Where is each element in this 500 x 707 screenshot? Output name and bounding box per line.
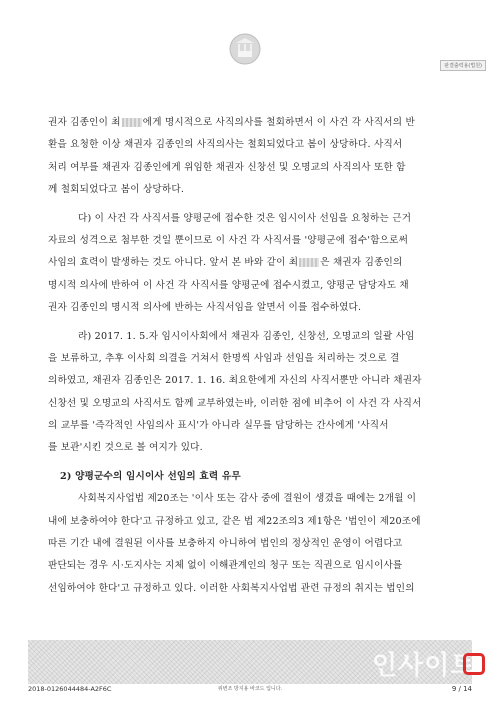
page-number: 9 / 14	[451, 685, 472, 693]
body-line: 자료의 성격으로 첨부한 것일 뿐이므로 이 사건 각 사직서를 '양평군에 접수'함으로써	[48, 234, 409, 246]
body-line: 의 교부를 '즉각적인 사임의사 표시'가 아니라 실무를 담당하는 간사에게 '사직서	[48, 420, 389, 432]
body-line: 을 보류하고, 추후 이사회 의결을 거쳐서 한명씩 사임과 선임을 처리하는 것으로 결	[48, 352, 400, 364]
barcode-note: 위변조 방지용 바코드 입니다.	[217, 686, 283, 692]
print-stamp: 판결출력용(법원)	[440, 60, 486, 71]
body-line: 권자 김종인의 명시적 의사에 반하는 사직서임을 알면서 이를 접수하였다.	[48, 302, 362, 314]
body-line: 환을 요청한 이상 채권자 김종인의 사직의사는 철회되었다고 봄이 상당하다. 사직서	[48, 139, 403, 151]
redaction	[122, 118, 142, 127]
watermark-text: 인사이트	[372, 651, 477, 681]
redaction	[299, 258, 319, 267]
page-footer	[28, 685, 472, 697]
watermark-logo-icon	[463, 653, 485, 675]
body-line: 따른 기간 내에 결원된 이사를 보충하지 아니하여 법인의 정상적인 운영이 어렵다고	[48, 538, 403, 550]
body-line: 를 보관'시킨 것으로 볼 여지가 있다.	[48, 442, 203, 454]
document-body	[48, 112, 452, 600]
text-segment: 에게 명시적으로 사직의사를 철회하면서 이 사건 각 사직서의 반	[142, 117, 415, 128]
body-line: 선임하여야 한다'고 규정하고 있다. 이러한 사회복지사업법 관련 규정의 취지는 법인의	[48, 582, 415, 594]
body-line	[48, 112, 452, 134]
body-line: 내에 보충하여야 한다'고 규정하고 있고, 같은 법 제22조의3 제1항은 '법인이 제20조에	[48, 515, 421, 527]
text-segment: 사임의 효력이 발생하는 것도 아니다. 앞서 본 바와 같이 최	[48, 257, 299, 269]
body-line: 처리 여부를 채권자 김종인에게 위임한 채권자 신창선 및 오명교의 사직의사 또한 함	[48, 161, 406, 173]
body-line: 사회복지사업법 제20조는 '이사 또는 감사 중에 결원이 생겼을 때에는 2개월 이	[78, 493, 417, 505]
body-line: 명시적 의사에 반하여 이 사건 각 사직서를 양평군에 접수시켰고, 양평군 담당자도 채	[48, 279, 409, 291]
text-segment: 권자 김종인이 최	[48, 117, 121, 128]
body-line: 의하였고, 채권자 김종인은 2017. 1. 16. 최요한에게 자신의 사직서뿐만 아니라 채권자	[48, 375, 422, 387]
body-line: 라) 2017. 1. 5.자 임시이사회에서 채권자 김종인, 신창선, 오명교의 일괄 사임	[78, 330, 415, 342]
body-line: 판단되는 경우 시·도지사는 지체 없이 이해관계인의 청구 또는 직권으로 임시이사를	[48, 560, 403, 572]
body-line: 신창선 및 오명교의 사직서도 함께 교부하였는바, 이러한 점에 비추어 이 사건 각 사직서	[48, 397, 422, 409]
section-heading: 2) 양평군수의 임시이사 선임의 효력 유무	[60, 470, 241, 482]
court-emblem-icon	[229, 33, 261, 65]
body-line	[48, 252, 452, 274]
document-id: 2018-0126044484-A2F6C	[28, 685, 112, 693]
body-line: 께 철회되었다고 봄이 상당하다.	[48, 184, 185, 196]
body-line: 다) 이 사건 각 사직서를 양평군에 접수한 것은 임시이사 선임을 요청하는 근거	[78, 212, 412, 224]
text-segment: 은 채권자 김종인의	[320, 257, 403, 269]
